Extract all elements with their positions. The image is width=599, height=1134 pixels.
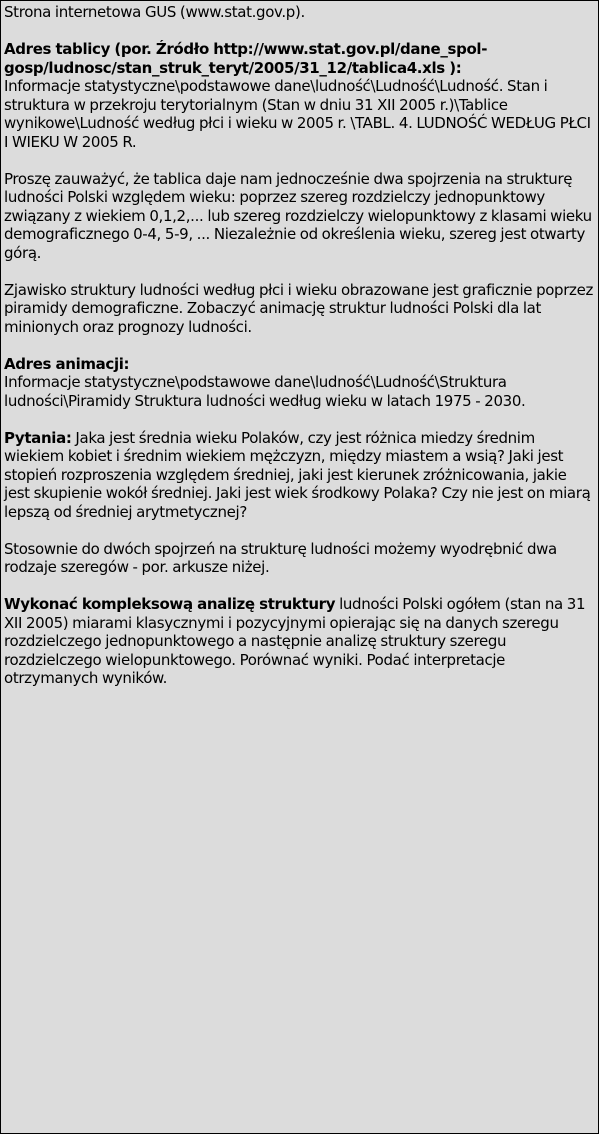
blank-line [4,262,595,281]
note-paragraph: Proszę zauważyć, że tablica daje nam jednocześnie dwa spojrzenia na strukturę ludności Polski względem wieku: poprzez szereg rozdzielczy jednopunktowy związany z wiekiem 0,1,2,... lub szereg rozdzielczy wielopunktowy z klasami wieku demograficznego 0-4, 5-9, ... Niezależnie od określenia wieku, szereg jest otwarty górą. [4,169,592,262]
blank-line [4,521,595,540]
animation-paragraph: Zjawisko struktury ludności według płci i wieku obrazowane jest graficznie poprzez piramidy demograficzne. Zobaczyć animację struktur ludności Polski dla lat minionych oraz prognozy ludności. [4,280,593,336]
blank-line [4,22,595,41]
intro-line: Strona internetowa GUS (www.stat.gov.p). [4,3,305,21]
blank-line [4,336,595,355]
blank-line [4,410,595,429]
blank-line [4,151,595,170]
table-address-path: Informacje statystyczne\podstawowe dane\ludność\Ludność\Ludność. Stan i struktura w przekroju terytorialnym (Stan w dniu 31 XII 2005 r.)\Tablice wynikowe\Ludność według płci i wieku w 2005 r. \TABL. 4. LUDNOŚĆ WEDŁUG PŁCI I WIEKU W 2005 R. [4,77,591,151]
series-paragraph: Stosownie do dwóch spojrzeń na strukturę ludności możemy wyodrębnić dwa rodzaje szeregów - por. arkusze niżej. [4,539,557,576]
table-address-heading: Adres tablicy (por. Źródło http://www.stat.gov.pl/dane_spol-gosp/ludnosc/stan_struk_teryt/2005/31_12/tablica4.xls ): [4,40,488,77]
questions-label: Pytania: [4,428,72,447]
cell-text [1,1,598,688]
questions-text: Jaka jest średnia wieku Polaków, czy jest różnica miedzy średnim wiekiem kobiet i średnim wiekiem mężczyzn, między miastem a wsią? Jaki jest stopień rozproszenia względem średniej, jaki jest kierunek zróżnicowania, jakie jest skupienie wokół średniej. Jaki jest wiek środkowy Polaka? Czy nie jest on miarą lepszą od średniej arytmetycznej? [4,428,591,521]
task-paragraph [4,595,595,688]
questions-paragraph [4,429,595,522]
blank-line [4,577,595,596]
animation-address-heading: Adres animacji: [4,354,130,373]
task-label: Wykonać kompleksową analizę struktury [4,595,336,613]
animation-address-path: Informacje statystyczne\podstawowe dane\ludność\Ludność\Struktura ludności\Piramidy Struktura ludności według wieku w latach 1975 - 2030. [4,373,526,410]
task-text: ludności Polski ogółem (stan na 31 XII 2005) miarami klasycznymi i pozycyjnymi opierając się na danych szeregu rozdzielczego jednopunktowego a następnie analizę struktury szeregu rozdzielczego wielopunktowego. Porównać wyniki. Podać interpretacje otrzymanych wyników. [4,595,586,687]
